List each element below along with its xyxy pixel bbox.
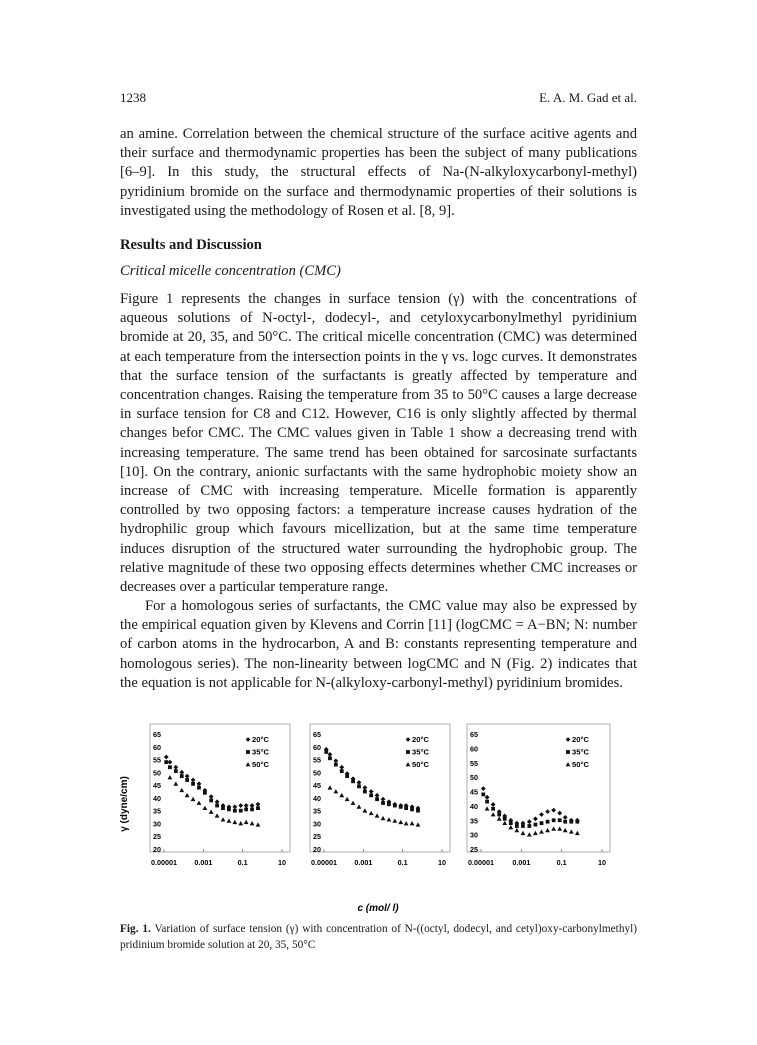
panel-1-xtick-label: 0.00001 [151,858,177,867]
panel-2-point [416,822,421,826]
panel-3-legend-marker [566,750,570,754]
panel-3-point [534,823,538,827]
panel-3-point [508,825,513,829]
panel-1-point [256,806,260,810]
panel-2-ytick-label: 65 [313,730,321,739]
panel-3-point [569,829,574,833]
panel-2-point [357,804,362,808]
panel-3-ytick-label: 60 [470,744,478,754]
panel-1-ytick-label: 55 [153,755,161,765]
figure-1-plots [120,718,637,918]
panel-1-point [180,774,184,778]
panel-3-point [497,816,502,820]
panel-3-xtick-label: 10 [598,858,606,867]
panel-1-ytick-label: 30 [153,819,161,829]
panel-2-legend-marker [406,762,411,766]
panel-1-point [191,797,196,801]
panel-1-point [221,806,225,810]
panel-2-point [357,784,361,788]
panel-3-point [539,829,544,833]
panel-2-point [328,752,333,757]
panel-3-ytick-label: 40 [470,801,478,811]
panel-2-point [345,797,350,801]
panel-2-ytick-label: 55 [313,755,321,765]
panel-2-point [393,804,397,808]
panel-3-legend-marker [566,737,571,742]
panel-1-point [244,820,249,824]
body-paragraph-1: Figure 1 represents the changes in surface tension (γ) with the concentrations of aqueous solutions of N-octyl-, dodecyl-, and cetyloxycarbonylmethyl pyridinium bromide at 20, 35, and 50°C. The critical micelle concentration (CMC) was determined at each temperature from the intersection points in the γ vs. logc curves. It demonstrates that the surface tension of the surfactants is greatly affected by temperature and concentration changes. Raising the temperature from 35 to 50°C causes a large decrease in surface tension for C8 and C12. However, C16 is only slightly affected by thermal changes befor CMC. The CMC values given in Table 1 show a decreasing trend with increasing temperature. The same trend has been obtained for sarcosinate surfactants [10]. On the contrary, anionic surfactants with the same hydrophobic moiety show an increase of CMC with increasing temperature. Micelle formation is apparently controlled by two opposing factors: a temperature increase causes hydration of the hydrophilic group which favours micellization, but at the same time temperature induces disruption of the structured water surrounding the hydrophobic group. The relative magnitude of these two opposing effects determines whether CMC increases or decreases over a particular temperature range. [120,291,637,596]
panel-1-point [174,769,178,773]
panel-2-point [362,808,367,812]
panel-3-point [533,831,538,835]
panel-1-point [215,813,220,817]
panel-1-point [191,782,195,786]
panel-3-point [546,820,550,824]
panel-1-point [197,781,202,786]
panel-3-xtick-label: 0.001 [512,858,531,867]
panel-2-xtick-label: 10 [438,858,446,867]
panel-3-legend-marker [566,762,571,766]
panel-3-point [509,821,513,825]
panel-3-point [521,824,525,828]
panel-3-point [539,812,544,817]
panel-1-point [197,801,202,805]
panel-2-ytick-label: 25 [313,832,321,842]
panel-1-ytick-label: 65 [153,730,161,739]
panel-1-point [227,818,232,822]
panel-3-legend-label: 20°C [572,735,589,744]
panel-3-point [552,818,556,822]
panel-1-point [238,821,243,825]
panel-1-point [185,793,190,797]
panel-1-point [232,820,237,824]
panel-1-point [203,791,207,795]
panel-2-point [345,774,349,778]
panel-2-point [369,811,374,815]
panel-1-ytick-label: 35 [153,806,161,816]
panel-2-legend-label: 20°C [412,735,429,744]
panel-3-point [521,831,526,835]
panel-1-legend-marker [246,750,250,754]
panel-3-point [527,819,532,824]
panel-1-xtick-label: 10 [278,858,286,867]
panel-3-point [545,809,550,814]
panel-3-point [533,816,538,821]
panel-3-point [551,826,556,830]
panel-2-ytick-label: 45 [313,781,321,791]
panel-2-point [398,820,403,824]
panel-2-point [324,750,328,754]
panel-1-point [173,765,178,770]
panel-2-point [363,790,367,794]
panel-1-point [227,807,231,811]
x-axis-label: c (mol/ l) [357,903,399,914]
panel-3-ytick-label: 45 [470,787,478,797]
body-paragraph-2: For a homologous series of surfactants, the CMC value may also be expressed by the empirical equation given by Klevens and Corrin [11] (logCMC = A−BN; N: number of carbon atoms in the hydrocarbon, A and B: constants representing temperature and homologous series). The non-linearity between logCMC and N (Fig. 2) indicates that the equation is not applicable for N-(alkyloxy-carbonyl-methyl) pyridinium bromides. [120,598,637,691]
panel-1-xtick-label: 0.1 [237,858,248,867]
panel-2-ytick-label: 20 [313,845,321,854]
panel-3-point [527,832,532,836]
panel-2-point [410,807,414,811]
page-number: 1238 [120,90,146,105]
panel-2-point [340,769,344,773]
panel-2-point [362,785,367,790]
panel-1-point [244,807,248,811]
panel-2-point [357,780,362,785]
panel-2-point [333,758,338,763]
panel-2-ytick-label: 60 [313,742,321,752]
panel-3-point [515,824,519,828]
panel-1-point [215,799,220,804]
panel-3-point [503,817,507,821]
panel-1-point [202,806,207,810]
running-authors: E. A. M. Gad et al. [539,90,637,105]
panel-1-point [209,799,213,803]
panel-3-xtick-label: 0.1 [556,858,567,867]
panel-1-ytick-label: 40 [153,793,161,803]
panel-3-xtick-label: 0.00001 [468,858,494,867]
panel-1-point [238,803,243,808]
caption-label: Fig. 1. [120,923,151,935]
panel-2-ytick-label: 30 [313,819,321,829]
panel-3-point [485,795,490,800]
panel-1-point [168,765,172,769]
intro-paragraph: an amine. Correlation between the chemical structure of the surface acitive agents and their surface and thermodynamic properties has been the subject of many publications [6–9]. In this study, the structural effects of Na-(N-alkyloxycarbonyl-methyl) pyridinium bromide on the surface and thermodynamic properties of their solutions is investigated using the methodology of Rosen et al. [8, 9]. [120,126,637,219]
panel-3-point [540,821,544,825]
panel-2-point [333,789,338,793]
panel-2-point [375,793,380,798]
panel-1-point [244,803,249,808]
panel-2-point [328,756,332,760]
panel-2-point [328,785,333,789]
panel-3-point [563,815,568,820]
panel-1-point [250,803,255,808]
panel-2-xtick-label: 0.00001 [311,858,337,867]
panel-2-point [375,797,379,801]
panel-3-point [514,828,519,832]
panel-1-xtick-label: 0.001 [194,858,213,867]
panel-3-point [575,831,580,835]
panel-2-point [369,793,373,797]
panel-2-point [404,821,409,825]
panel-2-point [387,817,392,821]
panel-2-xtick-label: 0.1 [397,858,408,867]
panel-1-ytick-label: 25 [153,832,161,842]
panel-1-legend-marker [246,737,251,742]
panel-2-point [381,801,385,805]
panel-2-point [339,765,344,770]
panel-1-point [168,775,173,779]
panel-3-legend-label: 35°C [572,747,589,757]
panel-2-point [399,805,403,809]
running-header [120,90,637,108]
panel-2-point [334,763,338,767]
panel-1-point [179,788,184,792]
panel-1-point [173,781,178,785]
panel-2-legend-marker [406,750,410,754]
panel-3-point [551,808,556,813]
panel-2-xtick-label: 0.001 [354,858,373,867]
panel-1-legend-label: 20°C [252,735,269,744]
panel-1-point [232,804,237,809]
panel-1-point [221,817,226,821]
panel-3-ytick-label: 50 [470,773,478,783]
section-title: Results and Discussion [120,237,262,253]
panel-3-ytick-label: 30 [470,830,478,840]
panel-1-ytick-label: 50 [153,768,161,778]
panel-1-ytick-label: 60 [153,742,161,752]
panel-1-point [250,821,255,825]
panel-3-point [491,812,496,816]
y-axis-label: γ (dyne/cm) [120,776,130,832]
panel-1-point [209,810,214,814]
panel-2-point [375,813,380,817]
panel-3-point [481,792,485,796]
panel-3-point [485,806,490,810]
panel-2-ytick-label: 35 [313,806,321,816]
panel-1-point [191,778,196,783]
panel-3-point [491,807,495,811]
panel-2-point [387,802,391,806]
panel-3-point [491,802,496,807]
panel-3-point [563,820,567,824]
panel-2-ytick-label: 40 [313,793,321,803]
panel-3-point [497,813,501,817]
panel-3-ytick-label: 55 [470,758,478,768]
panel-1-point [256,802,261,807]
panel-2-point [381,797,386,802]
panel-3-point [575,820,579,824]
panel-2-point [404,806,408,810]
panel-3-point [563,828,568,832]
panel-2-legend-label: 35°C [412,747,429,757]
subsection-title: Critical micelle concentration (CMC) [120,263,341,279]
panel-2-point [369,789,374,794]
panel-3-point [527,824,531,828]
panel-2-ytick-label: 50 [313,768,321,778]
panel-1-legend-marker [246,762,251,766]
panel-2-point [392,818,397,822]
panel-3-point [557,826,562,830]
panel-3-point [569,820,573,824]
panel-2-point [410,821,415,825]
panel-1-point [185,774,190,779]
panel-1-point [179,770,184,775]
panel-3-point [557,811,562,816]
panel-2-point [351,801,356,805]
panel-1-point [164,755,169,760]
panel-1-point [164,760,168,764]
panel-1-ytick-label: 20 [153,845,161,854]
panel-1-point [185,778,189,782]
panel-3-ytick-label: 35 [470,816,478,826]
panel-3-point [545,828,550,832]
panel-2-legend-marker [406,737,411,742]
panel-1-point [197,786,201,790]
panel-1-point [250,807,254,811]
panel-1-point [233,809,237,813]
panel-1-legend-label: 35°C [252,747,269,757]
panel-2-point [351,779,355,783]
panel-3-ytick-label: 25 [470,845,478,854]
panel-1-point [215,804,219,808]
panel-1-point [256,822,261,826]
caption-text: Variation of surface tension (γ) with concentration of N-((octyl, dodecyl, and cetyl)oxy-carbonylmethyl) pridinium bromide solution at 20, 35, 50°C [120,923,638,951]
panel-3-point [485,800,489,804]
panel-3-point [558,818,562,822]
panel-2-point [339,793,344,797]
panel-1-legend-label: 50°C [252,760,269,769]
figure-1 [120,718,637,918]
figure-caption [120,921,637,953]
panel-1-ytick-label: 45 [153,781,161,791]
panel-3-ytick-label: 65 [470,730,478,739]
panel-3-point [481,786,486,791]
panel-2-point [381,816,386,820]
panel-1-point [239,809,243,813]
panel-3-point [502,821,507,825]
panel-3-legend-label: 50°C [572,760,589,769]
panel-2-point [416,809,420,813]
panel-1-point [209,794,214,799]
panel-2-legend-label: 50°C [412,760,429,769]
panel-1-point [168,760,173,765]
panel-1-frame [150,724,290,852]
